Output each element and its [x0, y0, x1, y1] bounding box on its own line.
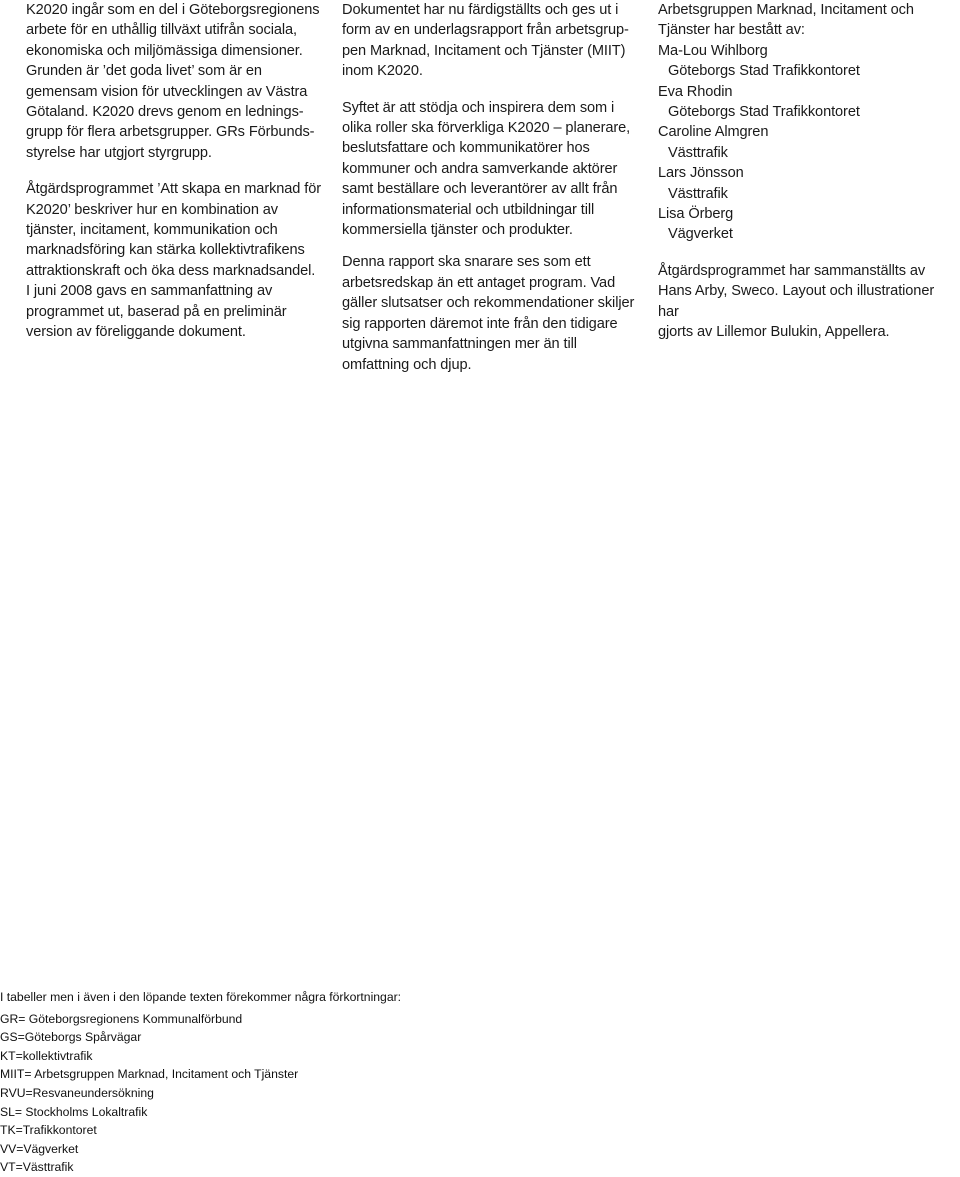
list-item [658, 122, 958, 163]
paragraph-arbetsredskap: Denna rapport ska snarare ses som ett arbetsredskap än ett antaget program. Vad gäller slutsatser och rekommendationer skiljer sig rapporten däremot inte från den tidigare utgivna sammanfattningen mer än till omfattning och djup. [342, 254, 635, 373]
paragraph-credits: Åtgärdsprogrammet har sammanställts av Hans Arby, Sweco. Layout och illustrationer har gjorts av Lillemor Bulukin, Appellera. [658, 262, 935, 341]
list-item: TK=Trafikkontoret [0, 1123, 97, 1138]
paragraph-syfte: Syftet är att stödja och inspirera dem som i olika roller ska förverkliga K2020 – planerare, beslutsfattare och kommunikatörer hos kommuner och andra samverkande aktörer samt beställare och leverantörer av allt från informationsmaterial och utbildningar till kommersiella tjänster och produkter. [342, 99, 631, 239]
working-group-intro: Arbetsgruppen Marknad, Incitament och Tjänster har bestått av: [658, 2, 914, 39]
member-organization: Vägverket [668, 226, 733, 243]
list-item [658, 82, 958, 123]
list-item: KT=kollektivtrafik [0, 1048, 93, 1063]
text-column-middle [342, 0, 640, 375]
list-item: MIIT= Arbetsgruppen Marknad, Incitament och Tjänster [0, 1067, 299, 1082]
list-item: VT=Västtrafik [0, 1160, 74, 1175]
member-organization: Västtrafik [668, 185, 728, 202]
list-item [658, 41, 958, 82]
list-item [658, 163, 958, 204]
member-name: Caroline Almgren [658, 124, 769, 141]
working-group-member-list [658, 41, 958, 245]
member-name: Lars Jönsson [658, 165, 744, 182]
abbreviations-intro: I tabeller men i även i den löpande texten förekommer några förkortningar: [0, 990, 402, 1004]
abbreviations-section [0, 988, 600, 1177]
list-item [658, 204, 958, 245]
member-name: Eva Rhodin [658, 83, 733, 100]
member-organization: Göteborgs Stad Trafikkontoret [668, 104, 860, 121]
list-item: GS=Göteborgs Spårvägar [0, 1030, 142, 1045]
list-item: VV=Vägverket [0, 1141, 79, 1156]
member-organization: Västtrafik [668, 144, 728, 161]
list-item: GR= Göteborgsregionens Kommunalförbund [0, 1011, 243, 1026]
list-item: RVU=Resvaneundersökning [0, 1085, 154, 1100]
paragraph-atgardsprogram: Åtgärdsprogrammet ’Att skapa en marknad för K2020’ beskriver hur en kombination av tjänster, incitament, kommunikation och marknadsföring kan stärka kollektivtrafikens attraktionskraft och öka dess marknadsandel. I juni 2008 gavs en sammanfattning av programmet ut, baserad på en preliminär version av föreliggande dokument. [26, 181, 322, 341]
member-organization: Göteborgs Stad Trafikkontoret [668, 63, 860, 80]
member-name: Ma-Lou Wihlborg [658, 42, 768, 59]
list-item: SL= Stockholms Lokaltrafik [0, 1104, 148, 1119]
paragraph-underlagsrapport: Dokumentet har nu färdigställts och ges ut i form av en underlagsrapport från arbetsgrup- pen Marknad, Incitament och Tjänster (MIIT) inom K2020. [342, 2, 629, 80]
text-column-left [26, 0, 326, 343]
text-column-right [658, 0, 958, 343]
member-name: Lisa Örberg [658, 206, 734, 223]
paragraph-k2020-intro: K2020 ingår som en del i Göteborgsregionens arbete för en uthållig tillväxt utifrån sociala, ekonomiska och miljömässiga dimensioner. Grunden är ’det goda livet’ som är en gemensam vision för utvecklingen av Västra Götaland. K2020 drevs genom en lednings- grupp för flera arbetsgrupper. GRs Förbunds- styrelse har utgjort styrgrupp. [26, 2, 320, 161]
